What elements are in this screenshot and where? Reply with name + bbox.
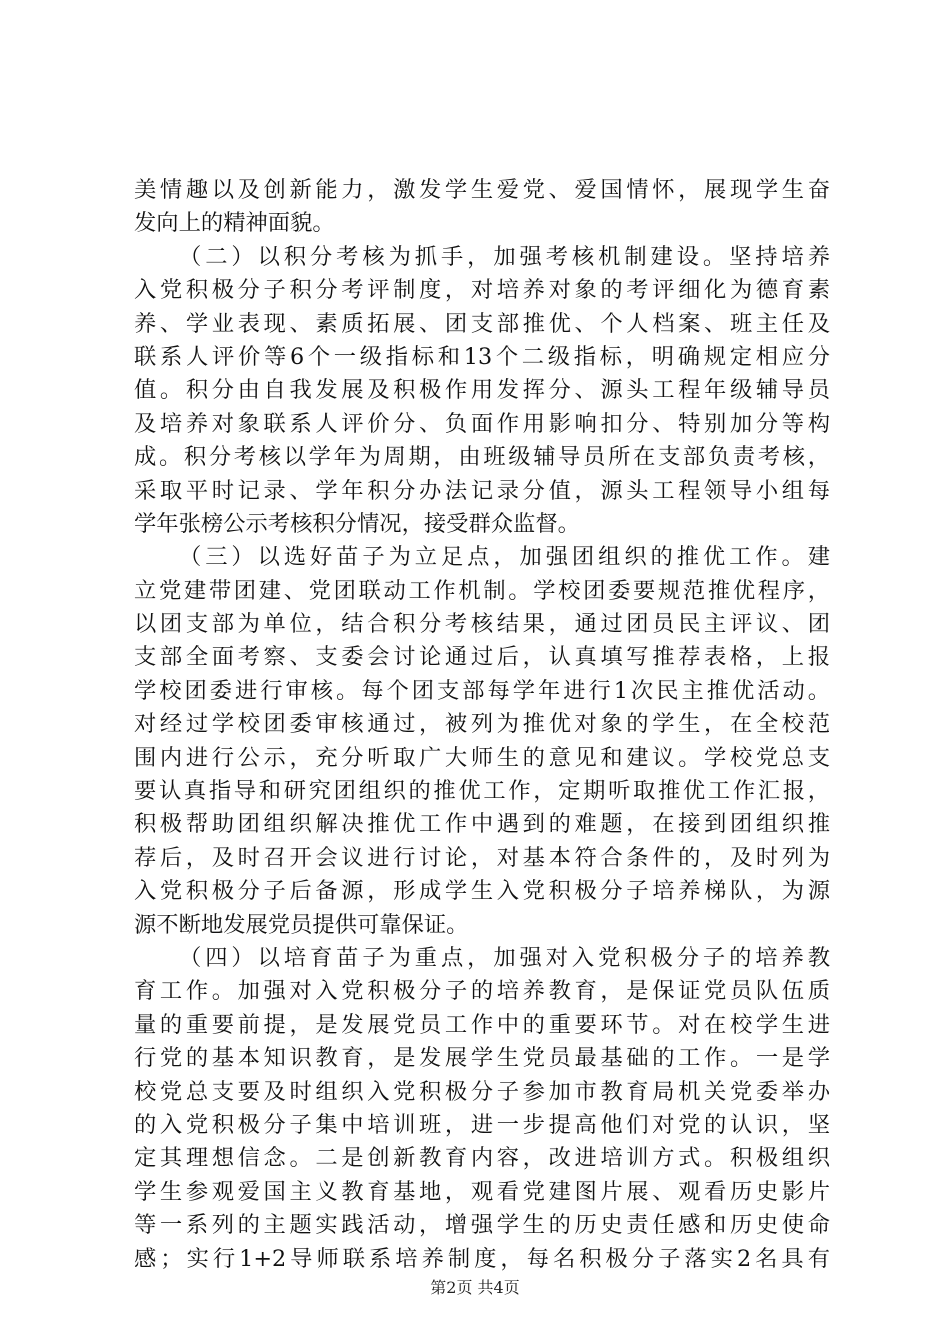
document-body: [134, 174, 830, 1276]
text-line: 养、学业表现、素质拓展、团支部推优、个人档案、班主任及: [134, 310, 830, 337]
text-line: 围内进行公示，充分听取广大师生的意见和建议。学校党总支: [134, 744, 830, 771]
text-line: 的入党积极分子集中培训班，进一步提高他们对党的认识，坚: [134, 1111, 830, 1138]
text-line: 对经过学校团委审核通过，被列为推优对象的学生，在全校范: [134, 711, 830, 738]
text-line: 学生参观爱国主义教育基地，观看党建图片展、观看历史影片: [134, 1178, 830, 1205]
text-line: 入党积极分子积分考评制度，对培养对象的考评细化为德育素: [134, 277, 830, 304]
text-line: （四）以培育苗子为重点，加强对入党积极分子的培养教: [179, 944, 830, 971]
text-line: （二）以积分考核为抓手，加强考核机制建设。坚持培养: [179, 243, 830, 270]
text-line: 值。积分由自我发展及积极作用发挥分、源头工程年级辅导员: [134, 377, 830, 404]
text-line: 立党建带团建、党团联动工作机制。学校团委要规范推优程序，: [134, 577, 830, 604]
text-line: 联系人评价等6个一级指标和13个二级指标，明确规定相应分: [134, 343, 830, 370]
text-line: 学年张榜公示考核积分情况，接受群众监督。: [134, 510, 580, 537]
text-line: 入党积极分子后备源，形成学生入党积极分子培养梯队，为源: [134, 878, 830, 905]
text-line: （三）以选好苗子为立足点，加强团组织的推优工作。建: [179, 544, 830, 571]
page-number-label: 第2页 共4页: [430, 1278, 520, 1297]
text-line: 行党的基本知识教育，是发展学生党员最基础的工作。一是学: [134, 1045, 830, 1072]
text-line: 及培养对象联系人评价分、负面作用影响扣分、特别加分等构: [134, 410, 830, 437]
text-line: 源不断地发展党员提供可靠保证。: [134, 911, 469, 938]
text-line: 支部全面考察、支委会讨论通过后，认真填写推荐表格，上报: [134, 644, 830, 671]
text-line: 量的重要前提，是发展党员工作中的重要环节。对在校学生进: [134, 1011, 830, 1038]
text-line: 发向上的精神面貌。: [134, 210, 335, 237]
text-line: 成。积分考核以学年为周期，由班级辅导员所在支部负责考核，: [134, 444, 830, 471]
page-footer: [0, 1278, 950, 1298]
text-line: 采取平时记录、学年积分办法记录分值，源头工程领导小组每: [134, 477, 830, 504]
text-line: 学校团委进行审核。每个团支部每学年进行1次民主推优活动。: [134, 677, 830, 704]
text-line: 校党总支要及时组织入党积极分子参加市教育局机关党委举办: [134, 1078, 830, 1105]
text-line: 育工作。加强对入党积极分子的培养教育，是保证党员队伍质: [134, 978, 830, 1005]
text-line: 定其理想信念。二是创新教育内容，改进培训方式。积极组织: [134, 1145, 830, 1172]
text-line: 美情趣以及创新能力，激发学生爱党、爱国情怀，展现学生奋: [134, 177, 830, 203]
text-line: 荐后，及时召开会议进行讨论，对基本符合条件的，及时列为: [134, 844, 830, 871]
text-line: 等一系列的主题实践活动，增强学生的历史责任感和历史使命: [134, 1212, 830, 1239]
text-line: 感；实行1+2导师联系培养制度，每名积极分子落实2名具有: [134, 1245, 830, 1272]
text-line: 积极帮助团组织解决推优工作中遇到的难题，在接到团组织推: [134, 811, 830, 838]
text-line: 以团支部为单位，结合积分考核结果，通过团员民主评议、团: [134, 611, 830, 638]
text-line: 要认真指导和研究团组织的推优工作，定期听取推优工作汇报，: [134, 778, 830, 805]
